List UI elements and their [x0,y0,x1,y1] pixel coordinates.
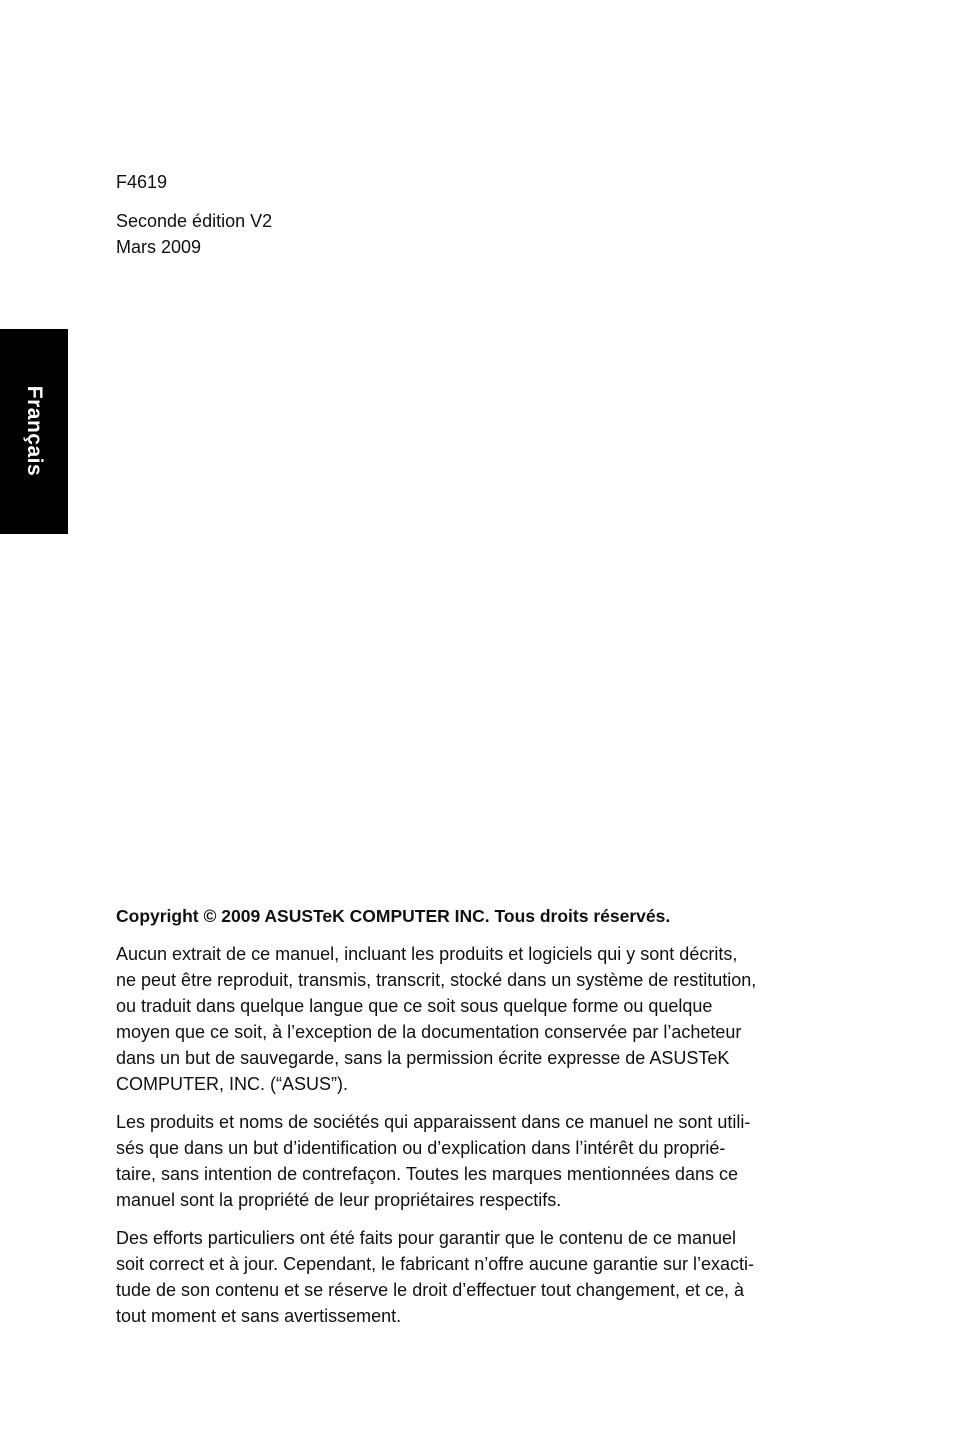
copyright-notice: Copyright © 2009 ASUSTeK COMPUTER INC. Tous droits réservés. [116,906,671,926]
paragraph-line: soit correct et à jour. Cependant, le fabricant n’offre aucune garantie sur l’exacti- [116,1254,755,1274]
paragraph-line: moyen que ce soit, à l’exception de la documentation conservée par l’acheteur [116,1022,742,1042]
paragraph-line: taire, sans intention de contrefaçon. Toutes les marques mentionnées dans ce [116,1164,739,1184]
paragraph-line: sés que dans un but d’identification ou d’explication dans l’intérêt du proprié- [116,1138,726,1158]
paragraph-line: Des efforts particuliers ont été faits pour garantir que le contenu de ce manuel [116,1228,737,1248]
paragraph-line: dans un but de sauvegarde, sans la permission écrite expresse de ASUSTeK [116,1048,730,1068]
legal-paragraph-reproduction [116,941,844,1097]
language-tab [0,329,68,534]
edition-text: Seconde édition V2 [116,211,273,231]
legal-notice [116,903,844,1341]
paragraph-line: Les produits et noms de sociétés qui apparaissent dans ce manuel ne sont utili- [116,1112,751,1132]
legal-paragraph-disclaimer [116,1225,844,1329]
language-tab-label: Français [23,385,46,477]
paragraph-line: ou traduit dans quelque langue que ce soit sous quelque forme ou quelque [116,996,713,1016]
paragraph-line: Aucun extrait de ce manuel, incluant les produits et logiciels qui y sont décrits, [116,944,738,964]
edition-date: Mars 2009 [116,237,202,257]
paragraph-line: tude de son contenu et se réserve le droit d’effectuer tout changement, et ce, à [116,1280,745,1300]
paragraph-line: COMPUTER, INC. (“ASUS”). [116,1074,348,1094]
document-code: F4619 [116,172,168,192]
edition-block [116,208,272,260]
paragraph-line: ne peut être reproduit, transmis, transcrit, stocké dans un système de restitution, [116,970,757,990]
paragraph-line: tout moment et sans avertissement. [116,1306,402,1326]
paragraph-line: manuel sont la propriété de leur propriétaires respectifs. [116,1190,562,1210]
legal-paragraph-trademarks [116,1109,844,1213]
